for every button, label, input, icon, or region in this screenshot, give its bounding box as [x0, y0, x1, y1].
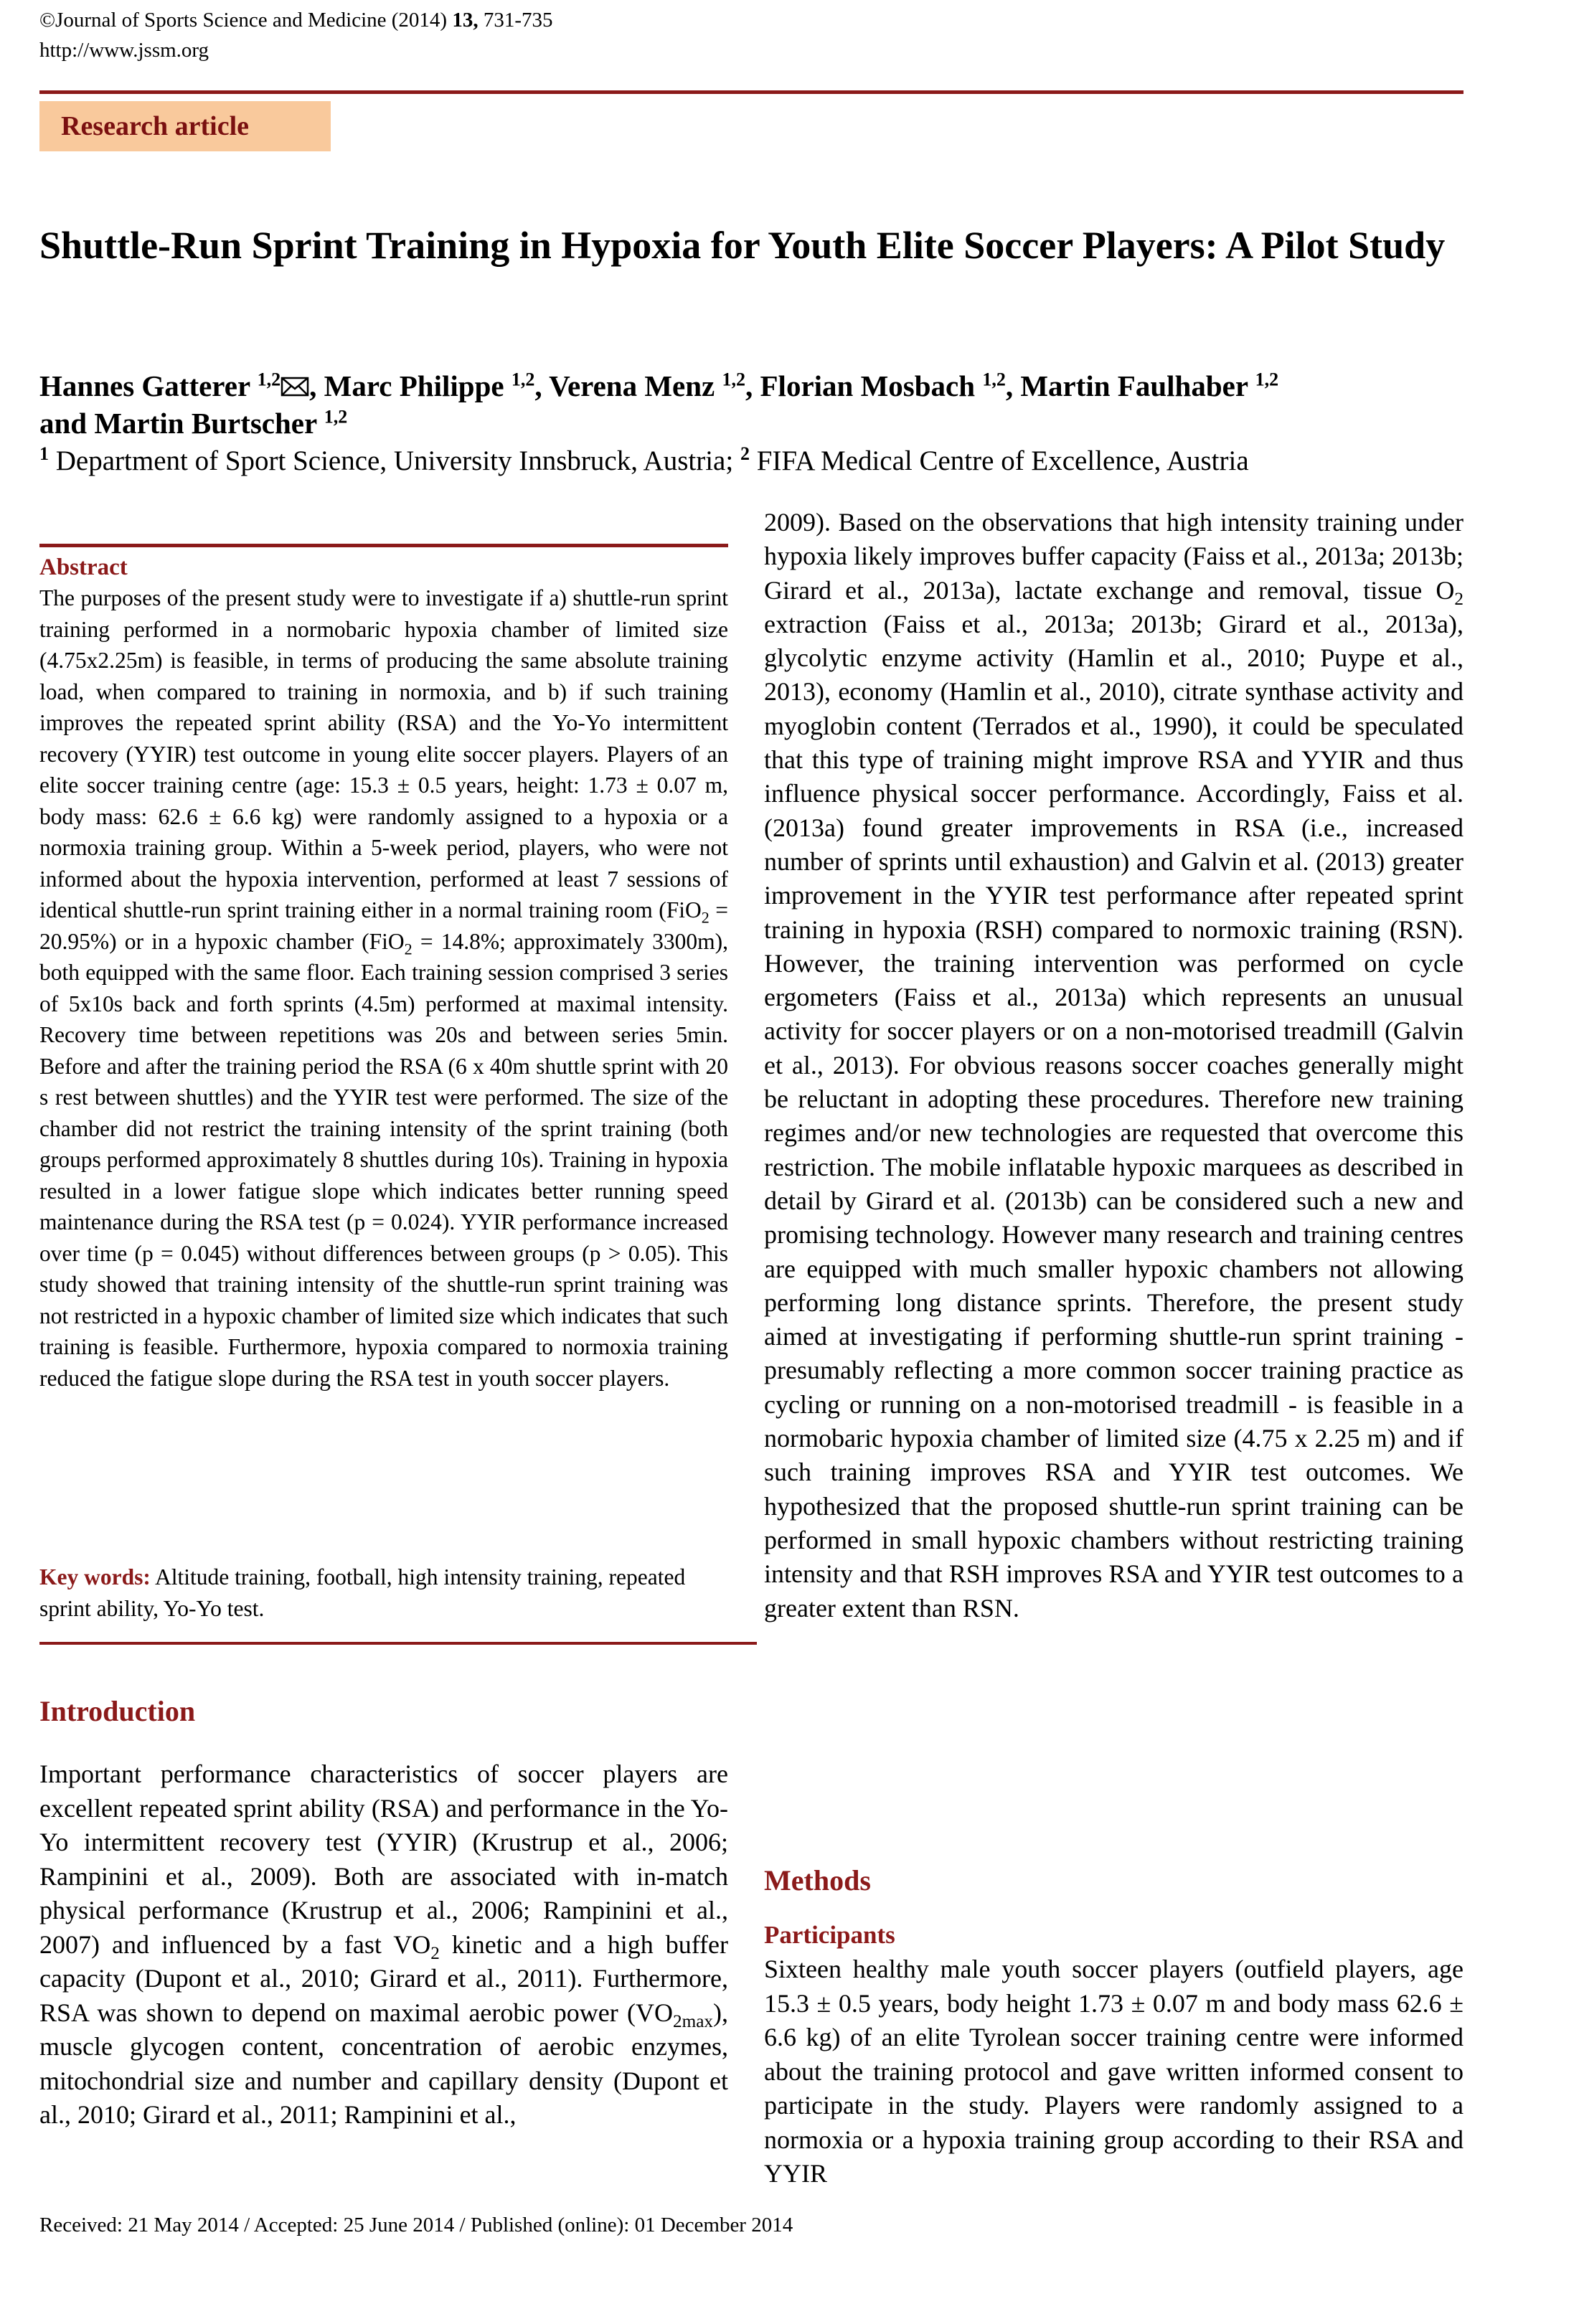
author-list: Hannes Gatterer $^{1,2}$ , Marc Philippe $^{1,2}$, Verena Menz $^{1,2}$, Florian Mosbach $^{1,2}$, Martin Faulhaber $^{1,2}$ and Martin Burtscher $^{1,2}$	[39, 369, 1279, 440]
envelope-icon[interactable]	[281, 376, 309, 397]
participants-heading: Participants	[764, 1921, 895, 1949]
abstract-divider	[39, 544, 728, 547]
abstract-text: The purposes of the present study were to investigate if a) shuttle-run sprint training performed in a normobaric hypoxia chamber of limited size (4.75x2.25m) is feasible, in terms of producing the same absolute training load, when compared to training in normoxia, and b) if such training improves the repeated sprint ability (RSA) and the Yo-Yo intermittent recovery (YYIR) test outcome in young elite soccer players. Players of an elite soccer training centre (age: 15.3 ± 0.5 years, height: 1.73 ± 0.07 m, body mass: 62.6 ± 6.6 kg) were randomly assigned to a hypoxia or a normoxia training group. Within a 5-week period, players, who were not informed about the hypoxia intervention, performed at least 7 sessions of identical shuttle-run sprint training either in a normal training room (FiO$_2$ = 20.95%) or in a hypoxic chamber (FiO$_2$ = 14.8%; approximately 3300m), both equipped with the same floor. Each training session comprised 3 series of 5x10s back and forth sprints (4.5m) performed at maximal intensity. Recovery time between repetitions was 20s and between series 5min. Before and after the training period the RSA (6 x 40m shuttle sprint with 20 s rest between shuttles) and the YYIR test were performed. The size of the chamber did not restrict the training intensity of the sprint training (both groups performed approximately 8 shuttles during 10s). Training in hypoxia resulted in a lower fatigue slope which indicates better running speed maintenance during the RSA test (p = 0.024). YYIR performance increased over time (p = 0.045) without differences between groups (p > 0.05). This study showed that training intensity of the shuttle-run sprint training was not restricted in a hypoxic chamber of limited size which indicates that such training is feasible. Furthermore, hypoxia compared to normoxia training reduced the fatigue slope during the RSA test in youth soccer players.	[39, 585, 728, 1391]
publication-dates: Received: 21 May 2014 / Accepted: 25 June 2014 / Published (online): 01 December 2014	[39, 2214, 793, 2236]
abstract-heading: Abstract	[39, 554, 128, 580]
introduction-continued: 2009). Based on the observations that high intensity training under hypoxia likely improves buffer capacity (Faiss et al., 2013a; 2013b; Girard et al., 2013a), lactate exchange and removal, tissue $O_2$ extraction (Faiss et al., 2013a; 2013b; Girard et al., 2013a), glycolytic enzyme activity (Hamlin et al., 2010; Puype et al., 2013), economy (Hamlin et al., 2010), citrate synthase activity and myoglobin content (Terrados et al., 1990), it could be speculated that this type of training might improve RSA and YYIR and thus influence physical soccer performance. Accordingly, Faiss et al. (2013a) found greater improvements in RSA (i.e., increased number of sprints until exhaustion) and Galvin et al. (2013) greater improvement in the YYIR test performance after repeated sprint training in hypoxia (RSH) compared to normoxic training (RSN). However, the training intervention was performed on cycle ergometers (Faiss et al., 2013a) which represents an unusual activity for soccer players or on a non-motorised treadmill (Galvin et al., 2013). For obvious reasons soccer coaches generally might be reluctant in adopting these procedures. Therefore new training regimes and/or new technologies are requested that overcome this restriction. The mobile inflatable hypoxic marquees as described in detail by Girard et al. (2013b) can be considered such a new and promising technology. However many research and training centres are equipped with much smaller hypoxic chambers not allowing performing long distance sprints. Therefore, the present study aimed at investigating if performing shuttle-run sprint training - presumably reflecting a more common soccer training practice as cycling or running on a non-motorised treadmill - is feasible in a normobaric hypoxia chamber of limited size (4.75 x 2.25 m) and if such training improves RSA and YYIR test outcomes. We hypothesized that the proposed shuttle-run sprint training can be performed in small hypoxic chambers without restricting training intensity and that RSH improves RSA and YYIR test outcomes to a greater extent than RSN.	[764, 508, 1463, 1622]
author-name: Florian Mosbach	[760, 369, 976, 402]
keywords-label: Key words:	[39, 1564, 151, 1590]
keywords: Key words: Altitude training, football, high intensity training, repeated sprint ability, Yo-Yo test.	[39, 1564, 686, 1621]
journal-url[interactable]: http://www.jssm.org	[39, 39, 209, 62]
methods-heading: Methods	[764, 1864, 871, 1896]
author-name: Marc Philippe	[324, 369, 504, 402]
participants-paragraph: Sixteen healthy male youth soccer players (outfield players, age 15.3 ± 0.5 years, body height 1.73 ± 0.07 m and body mass 62.6 ± 6.6 kg) of an elite Tyrolean soccer training centre were informed about the training protocol and gave written informed consent to participate in the study. Players were randomly assigned to a normoxia or a hypoxia training group according to their RSA and YYIR	[764, 1955, 1463, 2188]
header-divider	[39, 90, 1463, 94]
affiliations: $^1$ Department of Sport Science, University Innsbruck, Austria; $^2$ FIFA Medical Centre of Excellence, Austria	[39, 443, 1249, 476]
author-name: Hannes Gatterer	[39, 369, 250, 402]
introduction-divider	[39, 1642, 757, 1645]
introduction-paragraph: Important performance characteristics of soccer players are excellent repeated sprint ability (RSA) and performance in the Yo-Yo intermittent recovery test (YYIR) (Krustrup et al., 2006; Rampinini et al., 2009). Both are associated with in-match physical performance (Krustrup et al., 2006; Rampinini et al., 2007) and influenced by a fast $VO_2$ kinetic and a high buffer capacity (Dupont et al., 2010; Girard et al., 2011). Furthermore, RSA was shown to depend on maximal aerobic power $(VO_{2max})$, muscle glycogen content, concentration of aerobic enzymes, mitochondrial size and number and capillary density (Dupont et al., 2010; Girard et al., 2011; Rampinini et al.,	[39, 1759, 729, 2129]
author-name: Verena Menz	[549, 369, 715, 402]
article-type-badge: Research article	[39, 101, 331, 151]
author-name: Martin Faulhaber	[1020, 369, 1248, 402]
introduction-heading: Introduction	[39, 1695, 196, 1727]
paper-title: Shuttle-Run Sprint Training in Hypoxia for Youth Elite Soccer Players: A Pilot Study	[39, 224, 1446, 267]
journal-citation: ©Journal of Sports Science and Medicine (2014) 13, 731-735	[39, 9, 553, 32]
journal-volume: 13,	[452, 9, 479, 32]
author-name: Martin Burtscher	[94, 407, 317, 440]
